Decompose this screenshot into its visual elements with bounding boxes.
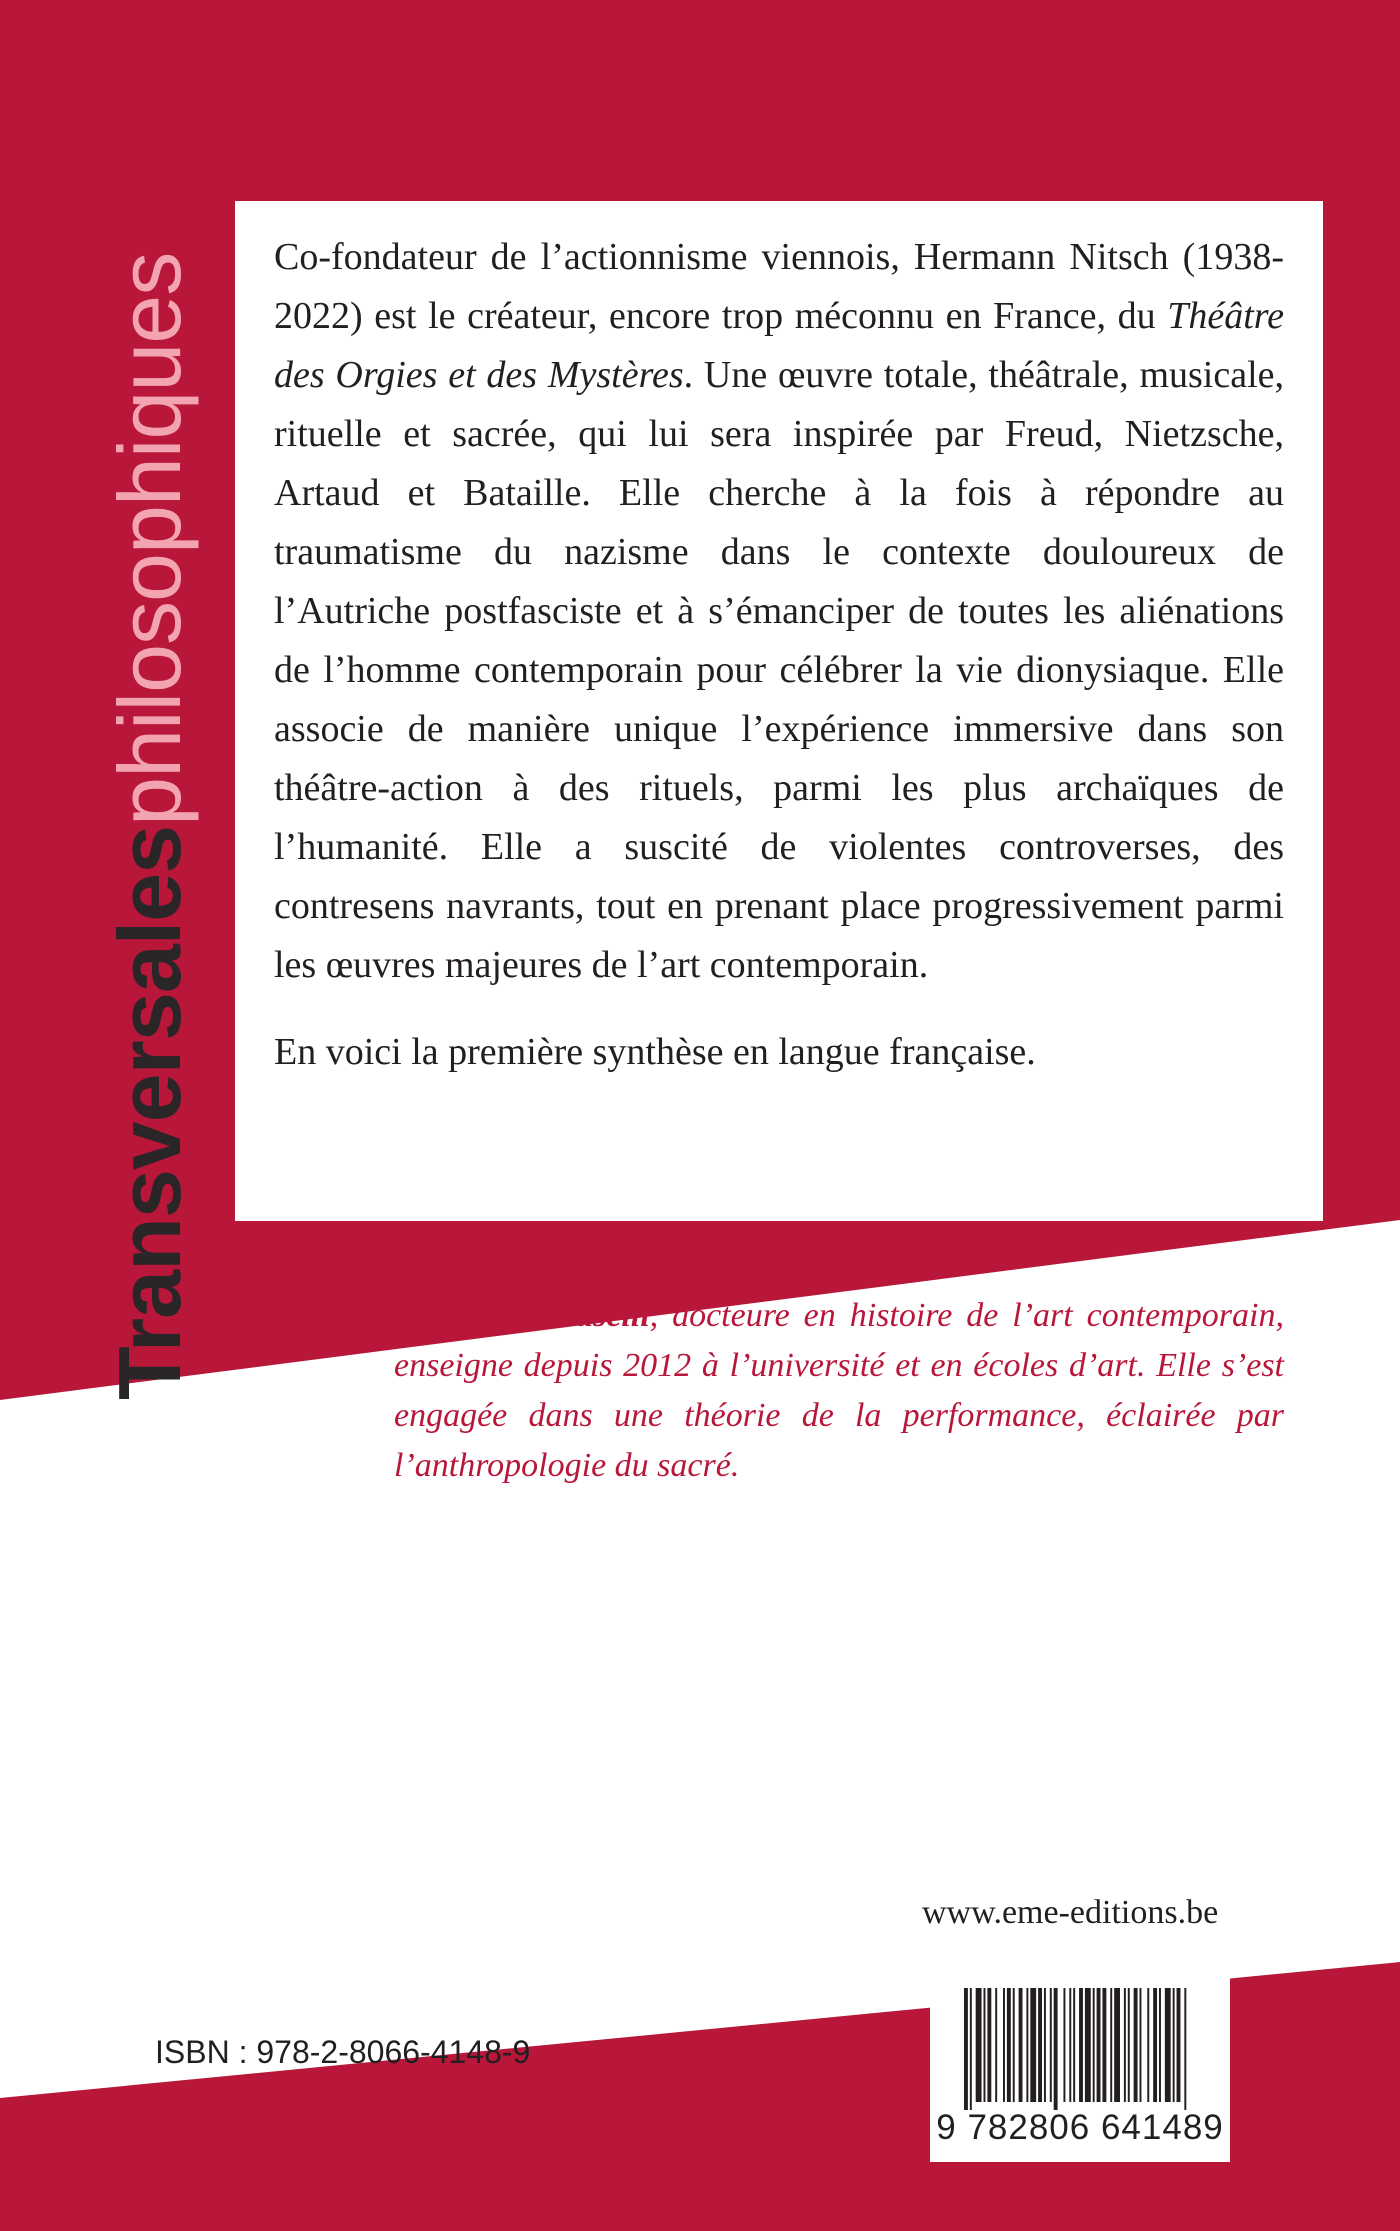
barcode-bar	[1050, 1988, 1052, 2102]
blurb	[274, 228, 1284, 1082]
blurb-text: . Une œuvre totale, théâtrale, musicale, rituelle et sacrée, qui lui sera inspirée par Freud, Nietzsche, Artaud et Bataille. Elle cherche à la fois à répondre au traumatisme du nazisme dans le contexte douloureux de l’Autriche postfasciste et à s’émanciper de toutes les aliénations de l’homme contemporain pour célébrer la vie dionysiaque. Elle associe de manière unique l’expérience immersive dans son théâtre-action à des rituels, parmi les plus archaïques de l’humanité. Elle a suscité de violentes controverses, des contresens navrants, tout en prenant place progressivement parmi les œuvres majeures de l’art contemporain.	[274, 354, 1285, 986]
author-bio	[394, 1291, 1284, 1491]
barcode-bar	[1026, 1988, 1028, 2102]
barcode	[930, 1974, 1230, 2162]
barcode-bar	[1134, 1988, 1138, 2102]
series-title	[100, 252, 199, 1400]
work-title: Théâtre des Orgies et des Mystères	[274, 295, 1284, 396]
author-name: Bénédicte Maselli	[394, 1297, 650, 1334]
barcode-bar	[1124, 1988, 1126, 2102]
barcode-bar	[1073, 1988, 1075, 2102]
barcode-bar	[1003, 1988, 1005, 2102]
barcode-bar	[1038, 1988, 1042, 2102]
barcode-bar	[1177, 1988, 1181, 2102]
barcode-bar	[1184, 1988, 1186, 2110]
author-bio-text: , docteure en histoire de l’art contemporain, enseigne depuis 2012 à l’université et en écoles d’art. Elle s’est engagée dans une théorie de la performance, éclairée par l’anthropologie du sacré.	[394, 1297, 1284, 1484]
barcode-bar	[987, 1988, 991, 2102]
barcode-bar	[1019, 1988, 1023, 2102]
barcode-bar	[1097, 1988, 1101, 2102]
isbn: ISBN : 978-2-8066-4148-9	[155, 2034, 531, 2070]
barcode-bar	[1030, 1988, 1036, 2102]
barcode-digits: 9 782806 641489	[936, 2108, 1224, 2147]
barcode-bar	[1153, 1988, 1157, 2102]
barcode-bar	[964, 1988, 968, 2110]
blurb-paragraph-1	[274, 228, 1284, 995]
barcode-bar	[1140, 1988, 1142, 2102]
barcode-bar	[1054, 1988, 1058, 2110]
barcode-bar	[995, 1988, 997, 2102]
series-title-word2: philosophiques	[100, 252, 199, 826]
barcode-bar	[1093, 1988, 1095, 2102]
series-title-word1: Transversales	[100, 825, 199, 1400]
barcode-bar	[1114, 1988, 1120, 2102]
blurb-text: Co-fondateur de l’actionnisme viennois, Hermann Nitsch (1938-2022) est le créateur, encore trop méconnu en France, du	[274, 236, 1284, 337]
barcode-bars	[964, 1988, 1196, 2110]
barcode-bar	[1079, 1988, 1083, 2102]
barcode-bar	[1069, 1988, 1071, 2102]
price: 33 €	[155, 2090, 222, 2128]
barcode-bar	[1110, 1988, 1112, 2102]
barcode-bar	[1165, 1988, 1171, 2102]
barcode-bar	[1102, 1988, 1106, 2102]
barcode-bar	[1173, 1988, 1175, 2102]
barcode-bar	[1159, 1988, 1161, 2102]
barcode-bar	[1044, 1988, 1046, 2102]
barcode-bar	[1085, 1988, 1091, 2102]
barcode-bar	[1128, 1988, 1130, 2102]
barcode-bar	[1013, 1988, 1015, 2102]
blurb-paragraph-2: En voici la première synthèse en langue française.	[274, 1031, 1036, 1073]
barcode-bar	[976, 1988, 982, 2102]
barcode-bar	[1007, 1988, 1011, 2102]
barcode-bar	[970, 1988, 972, 2110]
barcode-bar	[984, 1988, 986, 2102]
barcode-bar	[1147, 1988, 1149, 2102]
barcode-bar	[1063, 1988, 1065, 2102]
publisher-website[interactable]: www.eme-editions.be	[922, 1894, 1219, 1931]
